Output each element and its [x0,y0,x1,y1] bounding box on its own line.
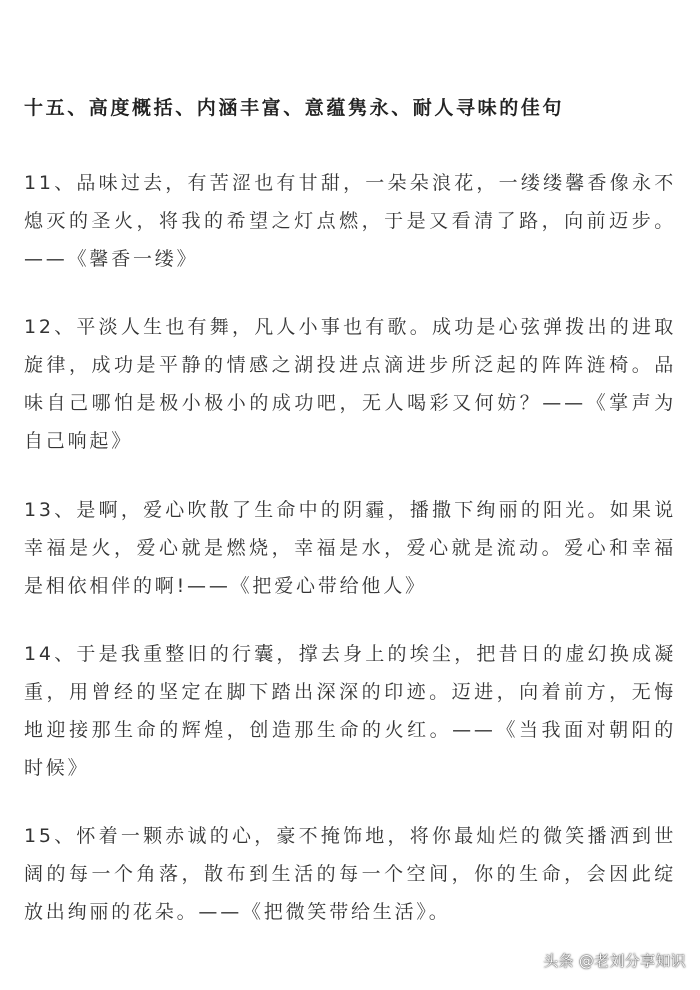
quote-paragraph-13: 13、是啊，爱心吹散了生命中的阴霾，播撒下绚丽的阳光。如果说幸福是火，爱心就是燃烧，幸福是水，爱心就是流动。爱心和幸福是相依相伴的啊!——《把爱心带给他人》 [24,499,676,597]
quote-paragraph-12: 12、平淡人生也有舞，凡人小事也有歌。成功是心弦弹拨出的进取旋律，成功是平静的情感之湖投进点滴进步所泛起的阵阵涟椅。品味自己哪怕是极小极小的成功吧，无人喝彩又何妨？——《掌声为自己响起》 [24,316,676,452]
watermark: 头条 @老刘分享知识 [543,952,686,970]
quote-paragraph-11: 11、品味过去，有苦涩也有甘甜，一朵朵浪花，一缕缕馨香像永不熄灭的圣火，将我的希望之灯点燃，于是又看清了路，向前迈步。——《馨香一缕》 [24,172,676,270]
section-heading: 十五、高度概括、内涵丰富、意蕴隽永、耐人寻味的佳句 [24,97,565,119]
quote-paragraph-14: 14、于是我重整旧的行囊，撑去身上的埃尘，把昔日的虚幻换成凝重，用曾经的坚定在脚下踏出深深的印迹。迈进，向着前方，无悔地迎接那生命的辉煌，创造那生命的火红。——《当我面对朝阳的时候》 [24,643,676,779]
quote-paragraph-15: 15、怀着一颗赤诚的心，豪不掩饰地，将你最灿烂的微笑播洒到世阔的每一个角落，散布到生活的每一个空间，你的生命，会因此绽放出绚丽的花朵。——《把微笑带给生活》。 [24,825,676,923]
